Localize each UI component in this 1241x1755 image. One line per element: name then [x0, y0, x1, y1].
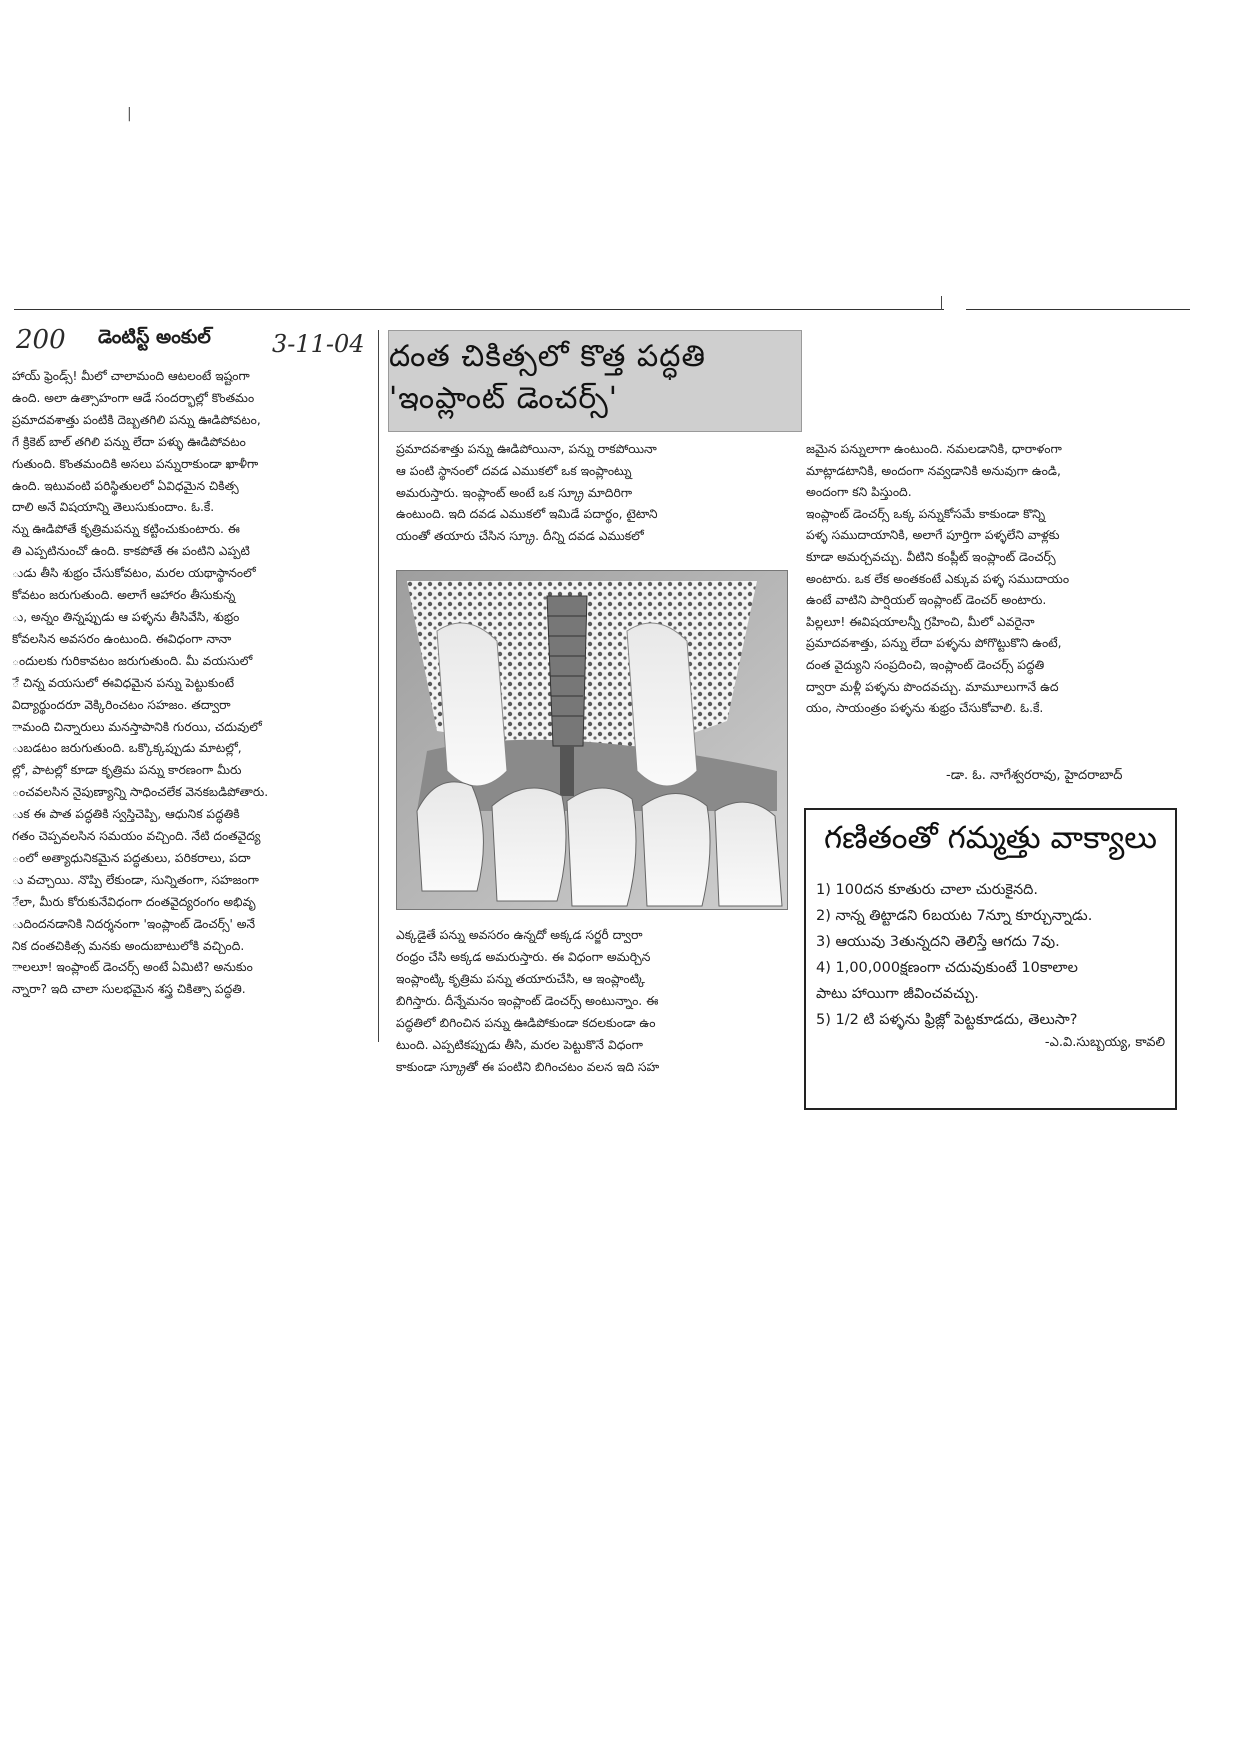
- implant-illustration: [397, 571, 787, 909]
- handwritten-date: 3-11-04: [272, 330, 365, 358]
- left-column-line: ామంది చిన్నారులు మనస్తాపానికి గురయి, చదువులో: [12, 719, 262, 734]
- headline: దంత చికిత్సలో కొత్త పద్ధతి 'ఇంప్లాంట్ డెంచర్స్': [389, 339, 706, 416]
- left-column-line: ంలో అత్యాధునికమైన పద్ధతులు, పరికరాలు, పదా: [12, 850, 251, 865]
- left-column-line: ుక ఈ పాత పద్ధతికి స్వస్తిచెప్పి, ఆధునిక పద్ధతికి: [12, 807, 240, 822]
- left-column-line: ు వచ్చాయి. నొప్పి లేకుండా, సున్నితంగా, సహజంగా: [12, 872, 259, 887]
- left-column-line: తి ఎప్పటినుంచో ఉంది. కాకపోతే ఈ పంటిని ఎప్పటి: [12, 544, 250, 559]
- left-column-line: న్ను ఊడిపోతే కృత్రిమపన్ను కట్టించుకుంటారు. ఈ: [12, 522, 240, 537]
- middle-column-top: [396, 439, 788, 548]
- left-column: [12, 366, 368, 1001]
- column-heading: డెంటిస్ట్ అంకుల్: [98, 326, 211, 348]
- left-column-line: ేలా, మీరు కోరుకునేవిధంగా దంతవైద్యరంగం అభివృ: [12, 894, 256, 909]
- left-column-line: ల్లో, పాటల్లో కూడా కృత్రిమ పన్ను కారణంగా మీరు: [12, 763, 242, 778]
- right-column-line: మాట్లాడటానికి, అందంగా నవ్వడానికి అనువుగా ఉండి,: [806, 463, 1061, 478]
- middle-top-line: ప్రమాదవశాత్తు పన్ను ఊడిపోయినా, పన్ను రాకపోయినా: [396, 442, 657, 456]
- middle-top-line: ఉంటుంది. ఇది దవడ ఎముకలో ఇమిడే పదార్థం, టైటాని: [396, 507, 658, 522]
- left-column-line: దాలి అనే విషయాన్ని తెలుసుకుందాం. ఓ.కే.: [12, 500, 215, 515]
- right-column-line: ఇంప్లాంట్ డెంచర్స్ ఒక్క పన్నుకోసమే కాకుండా కొన్ని: [806, 506, 1046, 521]
- left-column-line: ుబడటం జరుగుతుంది. ఒక్కొక్కప్పుడు మాటల్లో,: [12, 741, 242, 756]
- right-column-line: ఉంటే వాటిని పార్షియల్ ఇంప్లాంట్ డెంచర్ అంటారు.: [806, 593, 1047, 608]
- right-column-line: అంటారు. ఒక లేక అంతకంటే ఎక్కువ పళ్ళ సముదాయం: [806, 571, 1070, 586]
- right-column-line: ద్వారా మళ్లీ పళ్ళను పొందవచ్చు. మామూలుగానే ఉద: [806, 679, 1059, 694]
- puzzle-item: 4) 1,00,000క్షణంగా చదువుకుంటే 10కాలాల: [816, 960, 1078, 976]
- dental-implant-photo: [396, 570, 788, 910]
- left-column-line: ంచవలసిన నైపుణ్యాన్ని సాధించలేక వెనకబడిపోతారు.: [12, 785, 269, 800]
- left-column-line: ే చిన్న వయసులో ఈవిధమైన పన్ను పెట్టుకుంటే: [12, 675, 234, 690]
- puzzle-items: [816, 877, 1165, 1033]
- left-column-line: ుదిందనడానికి నిదర్శనంగా 'ఇంప్లాంట్ డెంచర్స్' అనే: [12, 916, 256, 931]
- right-column-line: యం, సాయంత్రం పళ్ళను శుభ్రం చేసుకోవాలి. ఓ.కే.: [806, 701, 1044, 716]
- margin-mark: |: [127, 106, 132, 122]
- left-column-line: కోవలసిన అవసరం ఉంటుంది. ఈవిధంగా నానా: [12, 631, 232, 646]
- middle-column-bottom: [396, 924, 788, 1078]
- right-column-line: జమైన పన్నులాగా ఉంటుంది. నమలడానికి, ధారాళంగా: [806, 442, 1062, 456]
- puzzle-item: 5) 1/2 టి పళ్ళను ఫ్రిజ్లో పెట్టకూడదు, తెలుసా?: [816, 1012, 1078, 1028]
- left-column-line: న్నారా? ఇది చాలా సులభమైన శస్త్ర చికిత్సా పద్ధతి.: [12, 982, 246, 997]
- middle-bottom-line: ఎక్కడైతే పన్ను అవసరం ఉన్నదో అక్కడ సర్జరీ ద్వారా: [396, 928, 643, 942]
- right-column: [806, 439, 1182, 720]
- puzzle-item: పాటు హాయిగా జీవించవచ్చు.: [816, 986, 979, 1002]
- puzzle-item: 2) నాన్న తిట్టాడని 6బయట 7న్నూ కూర్చున్నాడు.: [816, 908, 1093, 924]
- puzzle-title: గణితంతో గమ్మత్తు వాక్యాలు: [824, 820, 1157, 856]
- left-column-line: విద్యార్థుందరూ వెక్కిరించటం సహజం. తద్వారా: [12, 697, 231, 712]
- left-column-line: ందులకు గురికావటం జరుగుతుంది. మీ వయసులో: [12, 653, 253, 668]
- top-rule-right: [966, 309, 1190, 310]
- header-tick: [941, 296, 942, 310]
- right-column-line: దంత వైద్యుని సంప్రదించి, ఇంప్లాంట్ డెంచర్స్ పద్ధతి: [806, 657, 1045, 672]
- left-column-line: ు, అన్నం తిన్నప్పుడు ఆ పళ్ళను తీసివేసి, శుభ్రం: [12, 609, 240, 624]
- puzzle-item: 3) ఆయువు 3తున్నదని తెలిస్తే ఆగదు 7వు.: [816, 934, 1060, 950]
- middle-bottom-line: పద్ధతిలో బిగించిన పన్ను ఊడిపోకుండా కదలకుండా ఉం: [396, 1016, 656, 1030]
- right-column-line: ప్రమాదవశాత్తు, పన్ను లేదా పళ్ళను పోగొట్టుకొని ఉంటే,: [806, 636, 1062, 651]
- puzzle-box: [804, 808, 1177, 1110]
- middle-bottom-line: టుంది. ఎప్పటికప్పుడు తీసి, మరల పెట్టుకొనే విధంగా: [396, 1038, 643, 1052]
- left-column-line: నిక దంతచికిత్స మనకు అందుబాటులోకి వచ్చింది.: [12, 938, 245, 953]
- middle-bottom-line: రంధ్రం చేసి అక్కడ అమరుస్తారు. ఈ విధంగా అమర్చిన: [396, 950, 651, 964]
- middle-bottom-line: ఇంప్లాంట్కి కృత్రిమ పన్ను తయారుచేసి, ఆ ఇంప్లాంట్కి: [396, 972, 645, 986]
- left-column-line: ఉంది. అలా ఉత్సాహంగా ఆడే సందర్భాల్లో కొంతమం: [12, 390, 255, 405]
- headline-box: [388, 330, 802, 432]
- left-column-line: హాయ్ ఫ్రెండ్స్! మీలో చాలామంది ఆటలంటే ఇష్టంగా: [12, 369, 250, 383]
- left-column-line: కోవటం జరుగుతుంది. అలాగే ఆహారం తీసుకున్న: [12, 588, 236, 603]
- puzzle-item: 1) 100దన కూతురు చాలా చురుకైనది.: [816, 882, 1038, 898]
- middle-top-line: అమరుస్తారు. ఇంప్లాంట్ అంటే ఒక స్క్రూ మాదిరిగా: [396, 485, 633, 500]
- top-rule-left: [14, 309, 944, 310]
- left-column-line: ఉంది. ఇటువంటి పరిస్థితులలో ఏవిధమైన చికిత్స: [12, 478, 239, 493]
- left-column-line: గతం చెప్పవలసిన సమయం వచ్చింది. నేటి దంతవైద్య: [12, 829, 261, 844]
- article-credit: -డా. ఓ. నాగేశ్వరరావు, హైదరాబాద్: [946, 768, 1123, 783]
- handwritten-number: 200: [16, 325, 66, 355]
- puzzle-credit: -ఎ.వి.సుబ్బయ్య, కావలి: [1044, 1035, 1165, 1050]
- middle-top-line: యంతో తయారు చేసిన స్క్రూ. దీన్ని దవడ ఎముకలో: [396, 529, 644, 544]
- right-column-line: పళ్ళ సముదాయానికి, అలాగే పూర్తిగా పళ్ళలేని వాళ్లకు: [806, 528, 1060, 543]
- right-column-line: కూడా అమర్చవచ్చు. వీటిని కంప్లీట్ ఇంప్లాంట్ డెంచర్స్: [806, 549, 1056, 564]
- left-column-line: ాలలూ! ఇంప్లాంట్ డెంచర్స్ అంటే ఏమిటి? అనుకుం: [12, 960, 253, 975]
- right-column-line: పిల్లలూ! ఈవిషయాలన్నీ గ్రహించి, మీలో ఎవరైనా: [806, 614, 1035, 629]
- left-column-line: ప్రమాదవశాత్తు పంటికి దెబ్బతగిలి పన్ను ఊడిపోవటం,: [12, 412, 261, 427]
- column-divider-left: [378, 330, 379, 1042]
- left-column-line: గే క్రికెట్ బాల్ తగిలి పన్ను లేదా పళ్ళు ఊడిపోవటం: [12, 434, 246, 449]
- left-column-line: గుతుంది. కొంతమందికి అసలు పన్నురాకుండా ఖాళీగా: [12, 456, 259, 471]
- middle-bottom-line: కాకుండా స్క్రూతో ఈ పంటిని బిగించటం వలన ఇది సహ: [396, 1060, 660, 1074]
- middle-top-line: ఆ పంటి స్థానంలో దవడ ఎముకలో ఒక ఇంప్లాంట్ను: [396, 463, 632, 478]
- right-column-line: అందంగా కని పిస్తుంది.: [806, 485, 912, 500]
- middle-bottom-line: బిగిస్తారు. దీన్నేమనం ఇంప్లాంట్ డెంచర్స్ అంటున్నాం. ఈ: [396, 994, 659, 1008]
- left-column-line: ుడు తీసి శుభ్రం చేసుకోవటం, మరల యథాస్థానంలో: [12, 566, 256, 581]
